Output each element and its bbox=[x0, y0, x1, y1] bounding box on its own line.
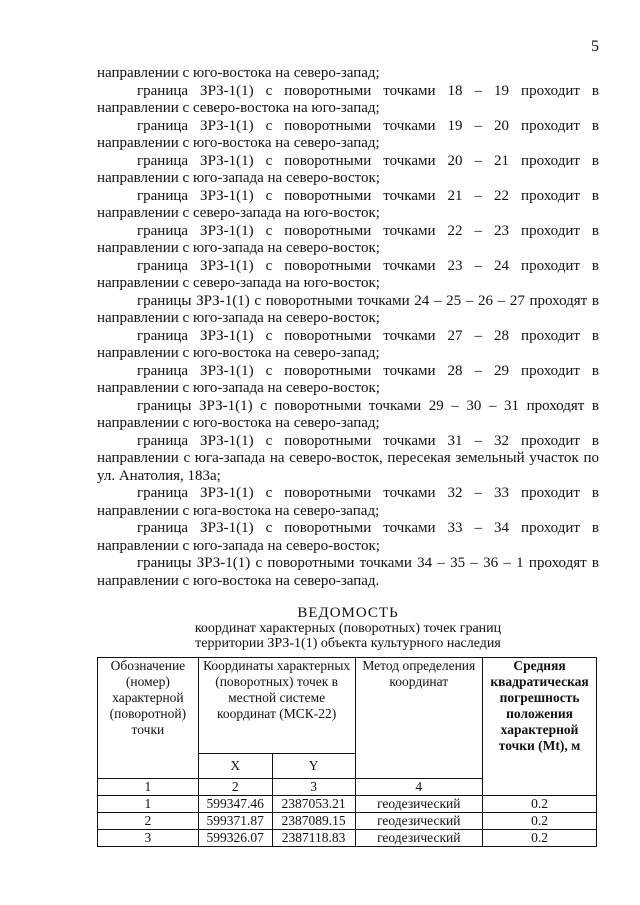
coordinates-table bbox=[97, 657, 597, 847]
table-row bbox=[98, 813, 597, 830]
statement-subtitle-line1: координат характерных (поворотных) точек границ bbox=[194, 621, 502, 636]
header-error: Средняя квадратическая погрешность положения характерной точки (Mt), м bbox=[483, 658, 597, 796]
table-row bbox=[98, 796, 597, 813]
paragraph: граница ЗРЗ-1(1) с поворотными точками 32 – 33 проходит в направлении с юга-востока на северо-запад; bbox=[97, 485, 599, 519]
cell-method: геодезический bbox=[355, 813, 483, 830]
cell-error: 0.2 bbox=[483, 796, 597, 813]
paragraph: граница ЗРЗ-1(1) с поворотными точками 20 – 21 проходит в направлении с юго-запада на северо-восток; bbox=[97, 152, 599, 186]
cell-y: 2387053.21 bbox=[272, 796, 355, 813]
paragraph: граница ЗРЗ-1(1) с поворотными точками 23 – 24 проходит в направлении с северо-запада на юго-восток; bbox=[97, 257, 599, 291]
statement-title: ВЕДОМОСТЬ bbox=[297, 605, 399, 621]
col-number-4: 4 bbox=[355, 779, 483, 796]
cell-error: 0.2 bbox=[483, 813, 597, 830]
col-number-1: 1 bbox=[98, 779, 199, 796]
paragraph: граница ЗРЗ-1(1) с поворотными точками 27 – 28 проходит в направлении с юго-востока на северо-запад; bbox=[97, 327, 599, 361]
paragraph: граница ЗРЗ-1(1) с поворотными точками 22 – 23 проходит в направлении с юго-запада на северо-восток; bbox=[97, 222, 599, 256]
cell-point: 1 bbox=[98, 796, 199, 813]
header-x: X bbox=[198, 753, 272, 778]
statement-subtitle-line2: территории ЗРЗ-1(1) объекта культурного наследия bbox=[195, 636, 501, 651]
paragraph: граница ЗРЗ-1(1) с поворотными точками 21 – 22 проходит в направлении с северо-запада на юго-восток; bbox=[97, 187, 599, 221]
header-point-designation: Обозначение (номер) характерной (поворотной) точки bbox=[98, 658, 199, 779]
paragraph: границы ЗРЗ-1(1) с поворотными точками 24 – 25 – 26 – 27 проходят в направлении с юго-запада на северо-восток; bbox=[97, 292, 599, 326]
header-coordinates: Координаты характерных (поворотных) точек в местной системе координат (МСК-22) bbox=[198, 658, 355, 754]
paragraph: граница ЗРЗ-1(1) с поворотными точками 31 – 32 проходит в направлении с юга-запада на северо-восток, пересекая земельный участок по ул. Анатолия, 183а; bbox=[97, 432, 599, 484]
header-method: Метод определения координат bbox=[355, 658, 483, 779]
table-row bbox=[98, 830, 597, 847]
paragraph: границы ЗРЗ-1(1) с поворотными точками 29 – 30 – 31 проходят в направлении с юго-востока на северо-запад; bbox=[97, 397, 599, 431]
paragraph: граница ЗРЗ-1(1) с поворотными точками 19 – 20 проходит в направлении с юго-востока на северо-запад; bbox=[97, 117, 599, 151]
page-number: 5 bbox=[591, 38, 599, 55]
document-body bbox=[97, 65, 599, 590]
paragraph: границы ЗРЗ-1(1) с поворотными точками 34 – 35 – 36 – 1 проходят в направлении с юго-востока на северо-запад. bbox=[97, 555, 599, 589]
paragraph: граница ЗРЗ-1(1) с поворотными точками 18 – 19 проходит в направлении с северо-востока на юго-запад; bbox=[97, 82, 599, 116]
cell-method: геодезический bbox=[355, 830, 483, 847]
cell-x: 599326.07 bbox=[198, 830, 272, 847]
cell-method: геодезический bbox=[355, 796, 483, 813]
col-number-2: 2 bbox=[198, 779, 272, 796]
cell-x: 599371.87 bbox=[198, 813, 272, 830]
paragraph: граница ЗРЗ-1(1) с поворотными точками 28 – 29 проходит в направлении с юго-запада на северо-восток; bbox=[97, 362, 599, 396]
cell-x: 599347.46 bbox=[198, 796, 272, 813]
cell-error: 0.2 bbox=[483, 830, 597, 847]
paragraph: граница ЗРЗ-1(1) с поворотными точками 33 – 34 проходит в направлении с юго-запада на северо-восток; bbox=[97, 520, 599, 554]
cell-point: 2 bbox=[98, 813, 199, 830]
header-y: Y bbox=[272, 753, 355, 778]
cell-y: 2387089.15 bbox=[272, 813, 355, 830]
cell-y: 2387118.83 bbox=[272, 830, 355, 847]
paragraph: направлении с юго-востока на северо-запад; bbox=[97, 65, 380, 81]
cell-point: 3 bbox=[98, 830, 199, 847]
statement-title-block bbox=[97, 605, 599, 651]
col-number-3: 3 bbox=[272, 779, 355, 796]
